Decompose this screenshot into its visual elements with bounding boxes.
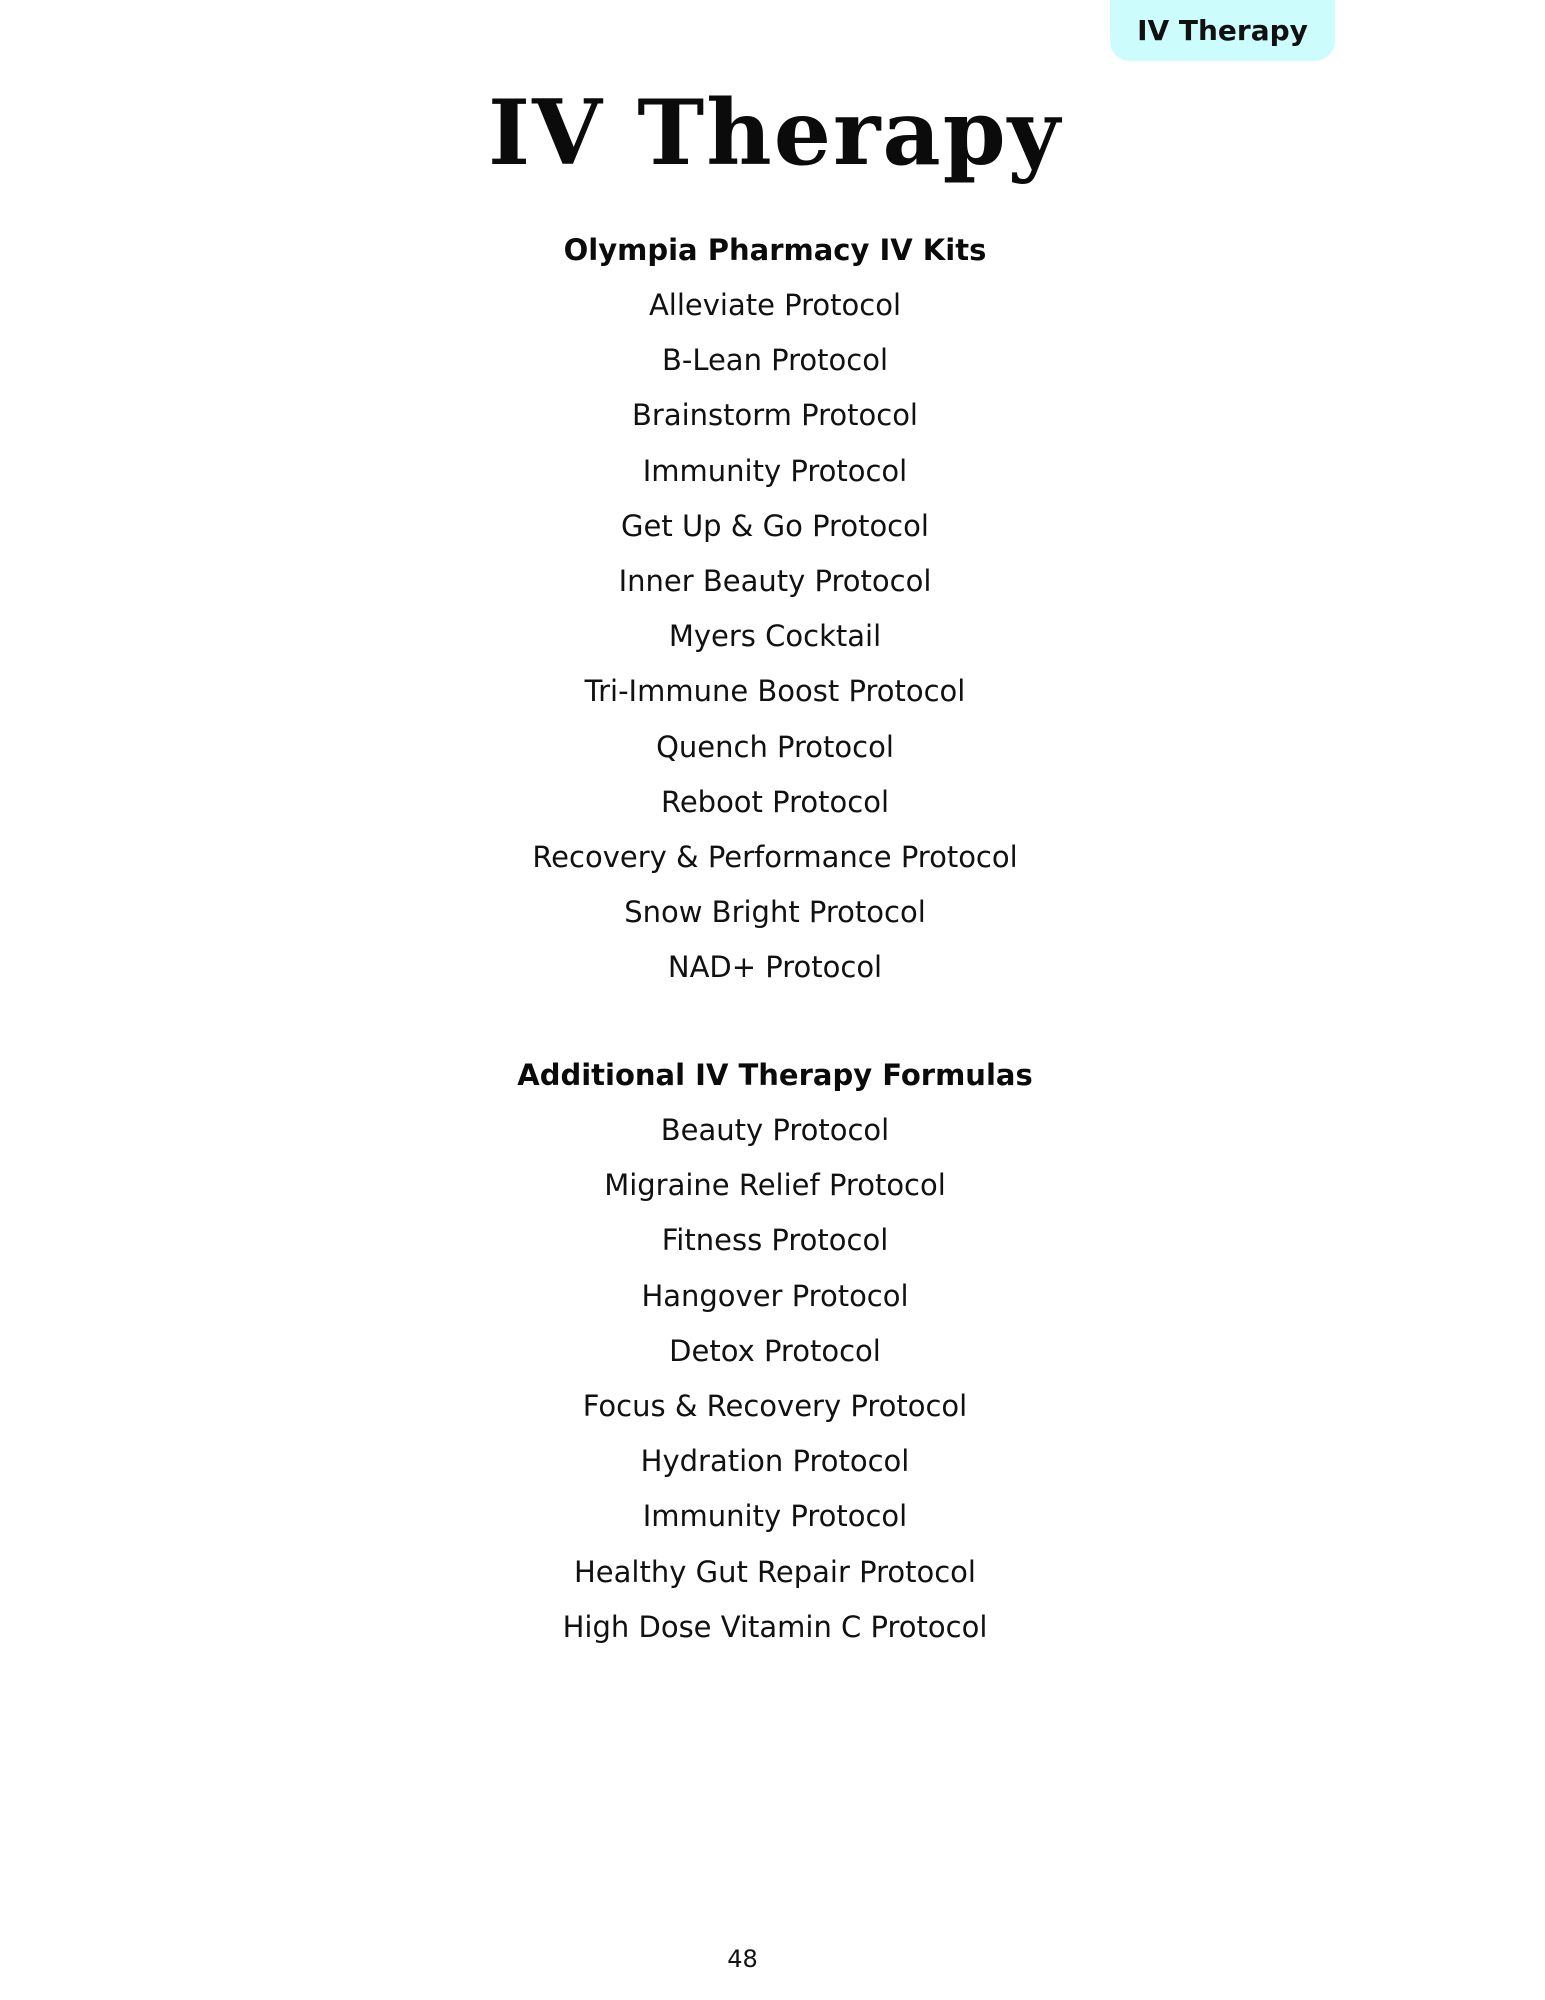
protocol-list [0, 1103, 1545, 1655]
list-item: Inner Beauty Protocol [618, 563, 932, 598]
list-item: Tri-Immune Boost Protocol [584, 674, 966, 709]
list-item: Reboot Protocol [660, 784, 890, 819]
list-item: B-Lean Protocol [661, 343, 889, 378]
list-item: Snow Bright Protocol [624, 895, 926, 930]
list-item: Alleviate Protocol [648, 288, 902, 322]
list-item: Fitness Protocol [661, 1223, 889, 1258]
list-item: High Dose Vitamin C Protocol [562, 1609, 988, 1644]
list-item: Migraine Relief Protocol [604, 1168, 946, 1203]
list-item: Brainstorm Protocol [632, 398, 918, 433]
list-item: Myers Cocktail [668, 619, 882, 654]
list-item: Beauty Protocol [660, 1113, 890, 1147]
section-tab[interactable] [1110, 0, 1335, 61]
list-item: Immunity Protocol [642, 453, 908, 488]
list-item: Focus & Recovery Protocol [582, 1388, 968, 1423]
list-item: Immunity Protocol [642, 1499, 908, 1534]
list-item: Detox Protocol [669, 1333, 881, 1368]
section-tab-label: IV Therapy [1137, 14, 1308, 47]
section-olympia-iv-kits [0, 223, 1545, 995]
section-heading: Additional IV Therapy Formulas [517, 1058, 1033, 1092]
list-item: Hydration Protocol [640, 1444, 910, 1479]
list-item: Healthy Gut Repair Protocol [574, 1554, 976, 1589]
list-item: NAD+ Protocol [667, 950, 883, 985]
page-title: IV Therapy [488, 80, 1062, 186]
section-additional-formulas [0, 1048, 1545, 1655]
list-item: Get Up & Go Protocol [621, 508, 929, 543]
page-number: 48 [727, 1945, 758, 1973]
section-heading: Olympia Pharmacy IV Kits [563, 233, 987, 267]
list-item: Quench Protocol [656, 729, 894, 764]
protocol-list [0, 278, 1545, 995]
list-item: Hangover Protocol [641, 1278, 909, 1313]
list-item: Recovery & Performance Protocol [532, 839, 1018, 874]
